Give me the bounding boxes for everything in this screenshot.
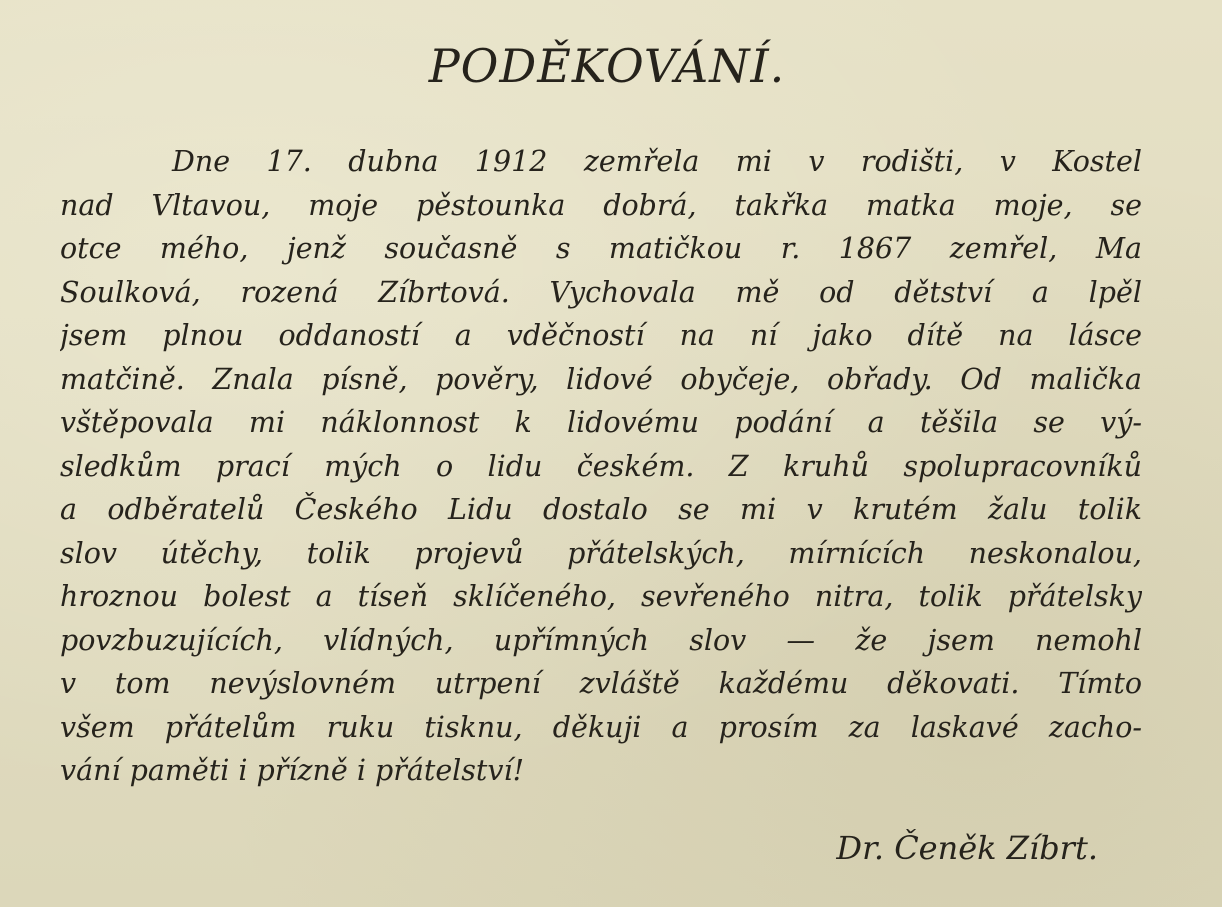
text-line: vštěpovala mi náklonnost k lidovému podání a těšila se vý- <box>60 406 1142 439</box>
text-line: povzbuzujících, vlídných, upřímných slov — že jsem nemohl <box>60 623 1142 657</box>
text-line: otce mého, jenž současně s matičkou r. 1867 zemřel, Ma <box>60 232 1142 265</box>
text-line: Dne 17. dubna 1912 zemřela mi v rodišti, v Kostel <box>172 145 1142 178</box>
text-line: všem přátelům ruku tisknu, děkuji a prosím za laskavé zacho- <box>60 710 1142 744</box>
acknowledgement-paragraph <box>60 140 1142 793</box>
text-line: sledkům prací mých o lidu českém. Z kruhů spolupracovníků <box>60 449 1142 483</box>
text-line: Soulková, rozená Zíbrtová. Vychovala mě od dětství a lpěl <box>60 275 1142 309</box>
text-line: matčině. Znala písně, pověry, lidové obyčeje, obřady. Od malička <box>60 362 1142 396</box>
text-line: hroznou bolest a tíseň sklíčeného, sevřeného nitra, tolik přátelsky <box>60 580 1142 613</box>
text-line: jsem plnou oddaností a vděčností na ní jako dítě na lásce <box>60 319 1142 352</box>
page-title: PODĚKOVÁNÍ. <box>428 39 786 93</box>
text-line: vání paměti i přízně i přátelství! <box>60 754 525 787</box>
text-line: nad Vltavou, moje pěstounka dobrá, takřka matka moje, se <box>60 188 1142 222</box>
text-line: v tom nevýslovném utrpení zvláště každému děkovati. Tímto <box>60 667 1142 700</box>
text-line: slov útěchy, tolik projevů přátelských, mírnících neskonalou, <box>60 536 1142 570</box>
signature: Dr. Čeněk Zíbrt. <box>836 829 1098 867</box>
text-line: a odběratelů Českého Lidu dostalo se mi v krutém žalu tolik <box>60 493 1142 526</box>
